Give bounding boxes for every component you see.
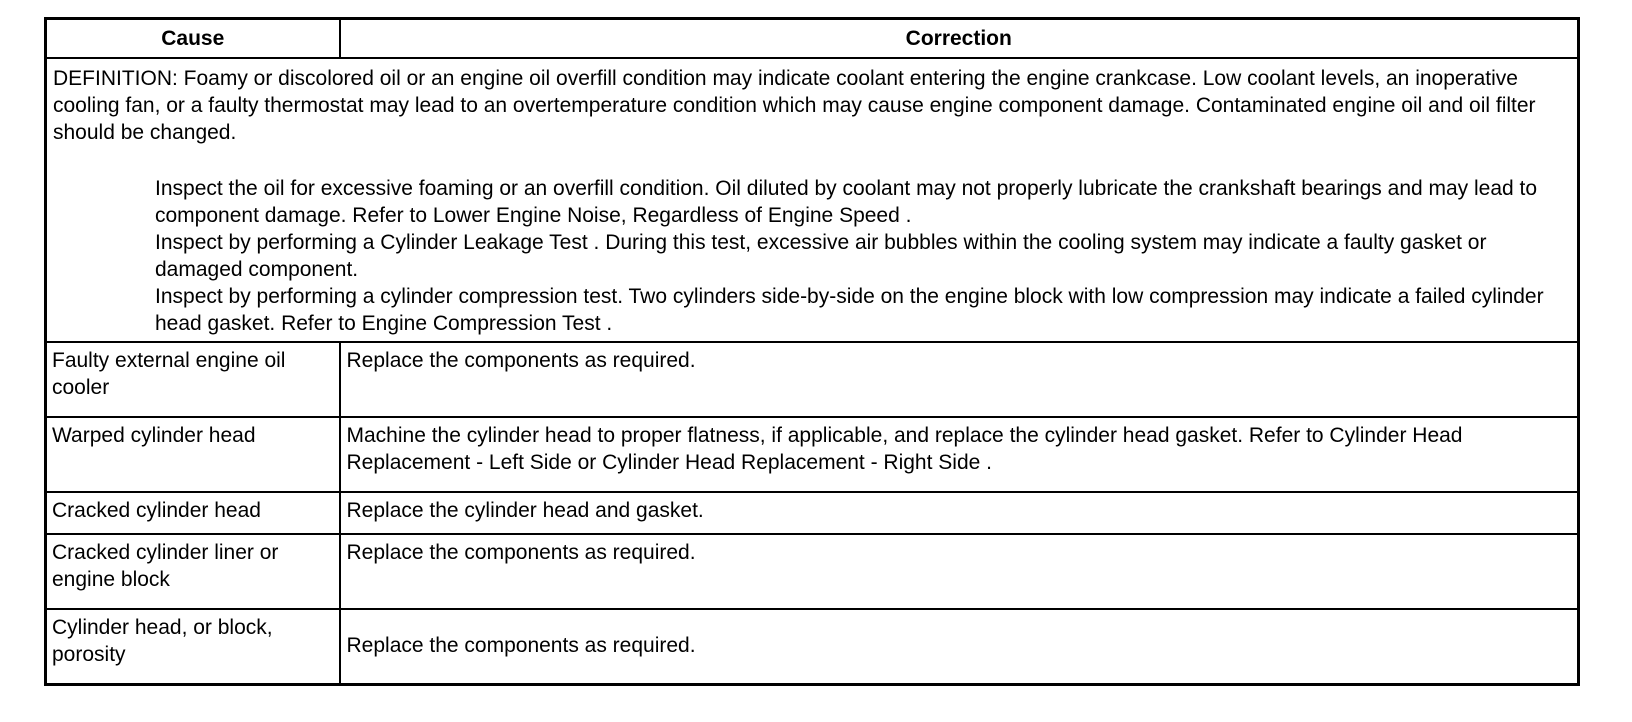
correction-cell: Machine the cylinder head to proper flatness, if applicable, and replace the cylinder head gasket. Refer to Cylinder Head Replacement - Left Side or Cylinder Head Replacement - Right Side . — [340, 417, 1579, 492]
table-row — [46, 534, 1579, 609]
table-row — [46, 492, 1579, 534]
cause-cell: Warped cylinder head — [46, 417, 340, 492]
definition-row — [46, 58, 1579, 342]
cause-cell: Faulty external engine oil cooler — [46, 342, 340, 417]
correction-cell: Replace the components as required. — [340, 342, 1579, 417]
inspection-step: Inspect by performing a cylinder compression test. Two cylinders side-by-side on the engine block with low compression may indicate a failed cylinder head gasket. Refer to Engine Compression Test . — [155, 285, 1544, 335]
correction-cell: Replace the cylinder head and gasket. — [340, 492, 1579, 534]
inspection-step: Inspect by performing a Cylinder Leakage Test . During this test, excessive air bubbles within the cooling system may indicate a faulty gasket or damaged component. — [155, 231, 1487, 281]
correction-cell: Replace the components as required. — [340, 534, 1579, 609]
diagnostic-table — [44, 17, 1580, 686]
cause-header: Cause — [46, 19, 340, 59]
table-row — [46, 342, 1579, 417]
cause-cell: Cylinder head, or block, porosity — [46, 609, 340, 685]
correction-cell: Replace the components as required. — [340, 609, 1579, 685]
cause-cell: Cracked cylinder head — [46, 492, 340, 534]
inspection-step: Inspect the oil for excessive foaming or an overfill condition. Oil diluted by coolant may not properly lubricate the crankshaft bearings and may lead to component damage. Refer to Lower Engine Noise, Regardless of Engine Speed . — [155, 177, 1538, 227]
table-row — [46, 609, 1579, 685]
table-row — [46, 417, 1579, 492]
cause-cell: Cracked cylinder liner or engine block — [46, 534, 340, 609]
correction-header: Correction — [340, 19, 1579, 59]
definition-text: DEFINITION: Foamy or discolored oil or an engine oil overfill condition may indicate coolant entering the engine crankcase. Low coolant levels, an inoperative cooling fan, or a faulty thermostat may lead to an overtemperature condition which may cause engine component damage. Contaminated engine oil and oil filter should be changed. — [53, 67, 1536, 144]
definition-cell — [46, 58, 1579, 342]
inspection-steps — [53, 175, 1569, 337]
header-row — [46, 19, 1579, 59]
